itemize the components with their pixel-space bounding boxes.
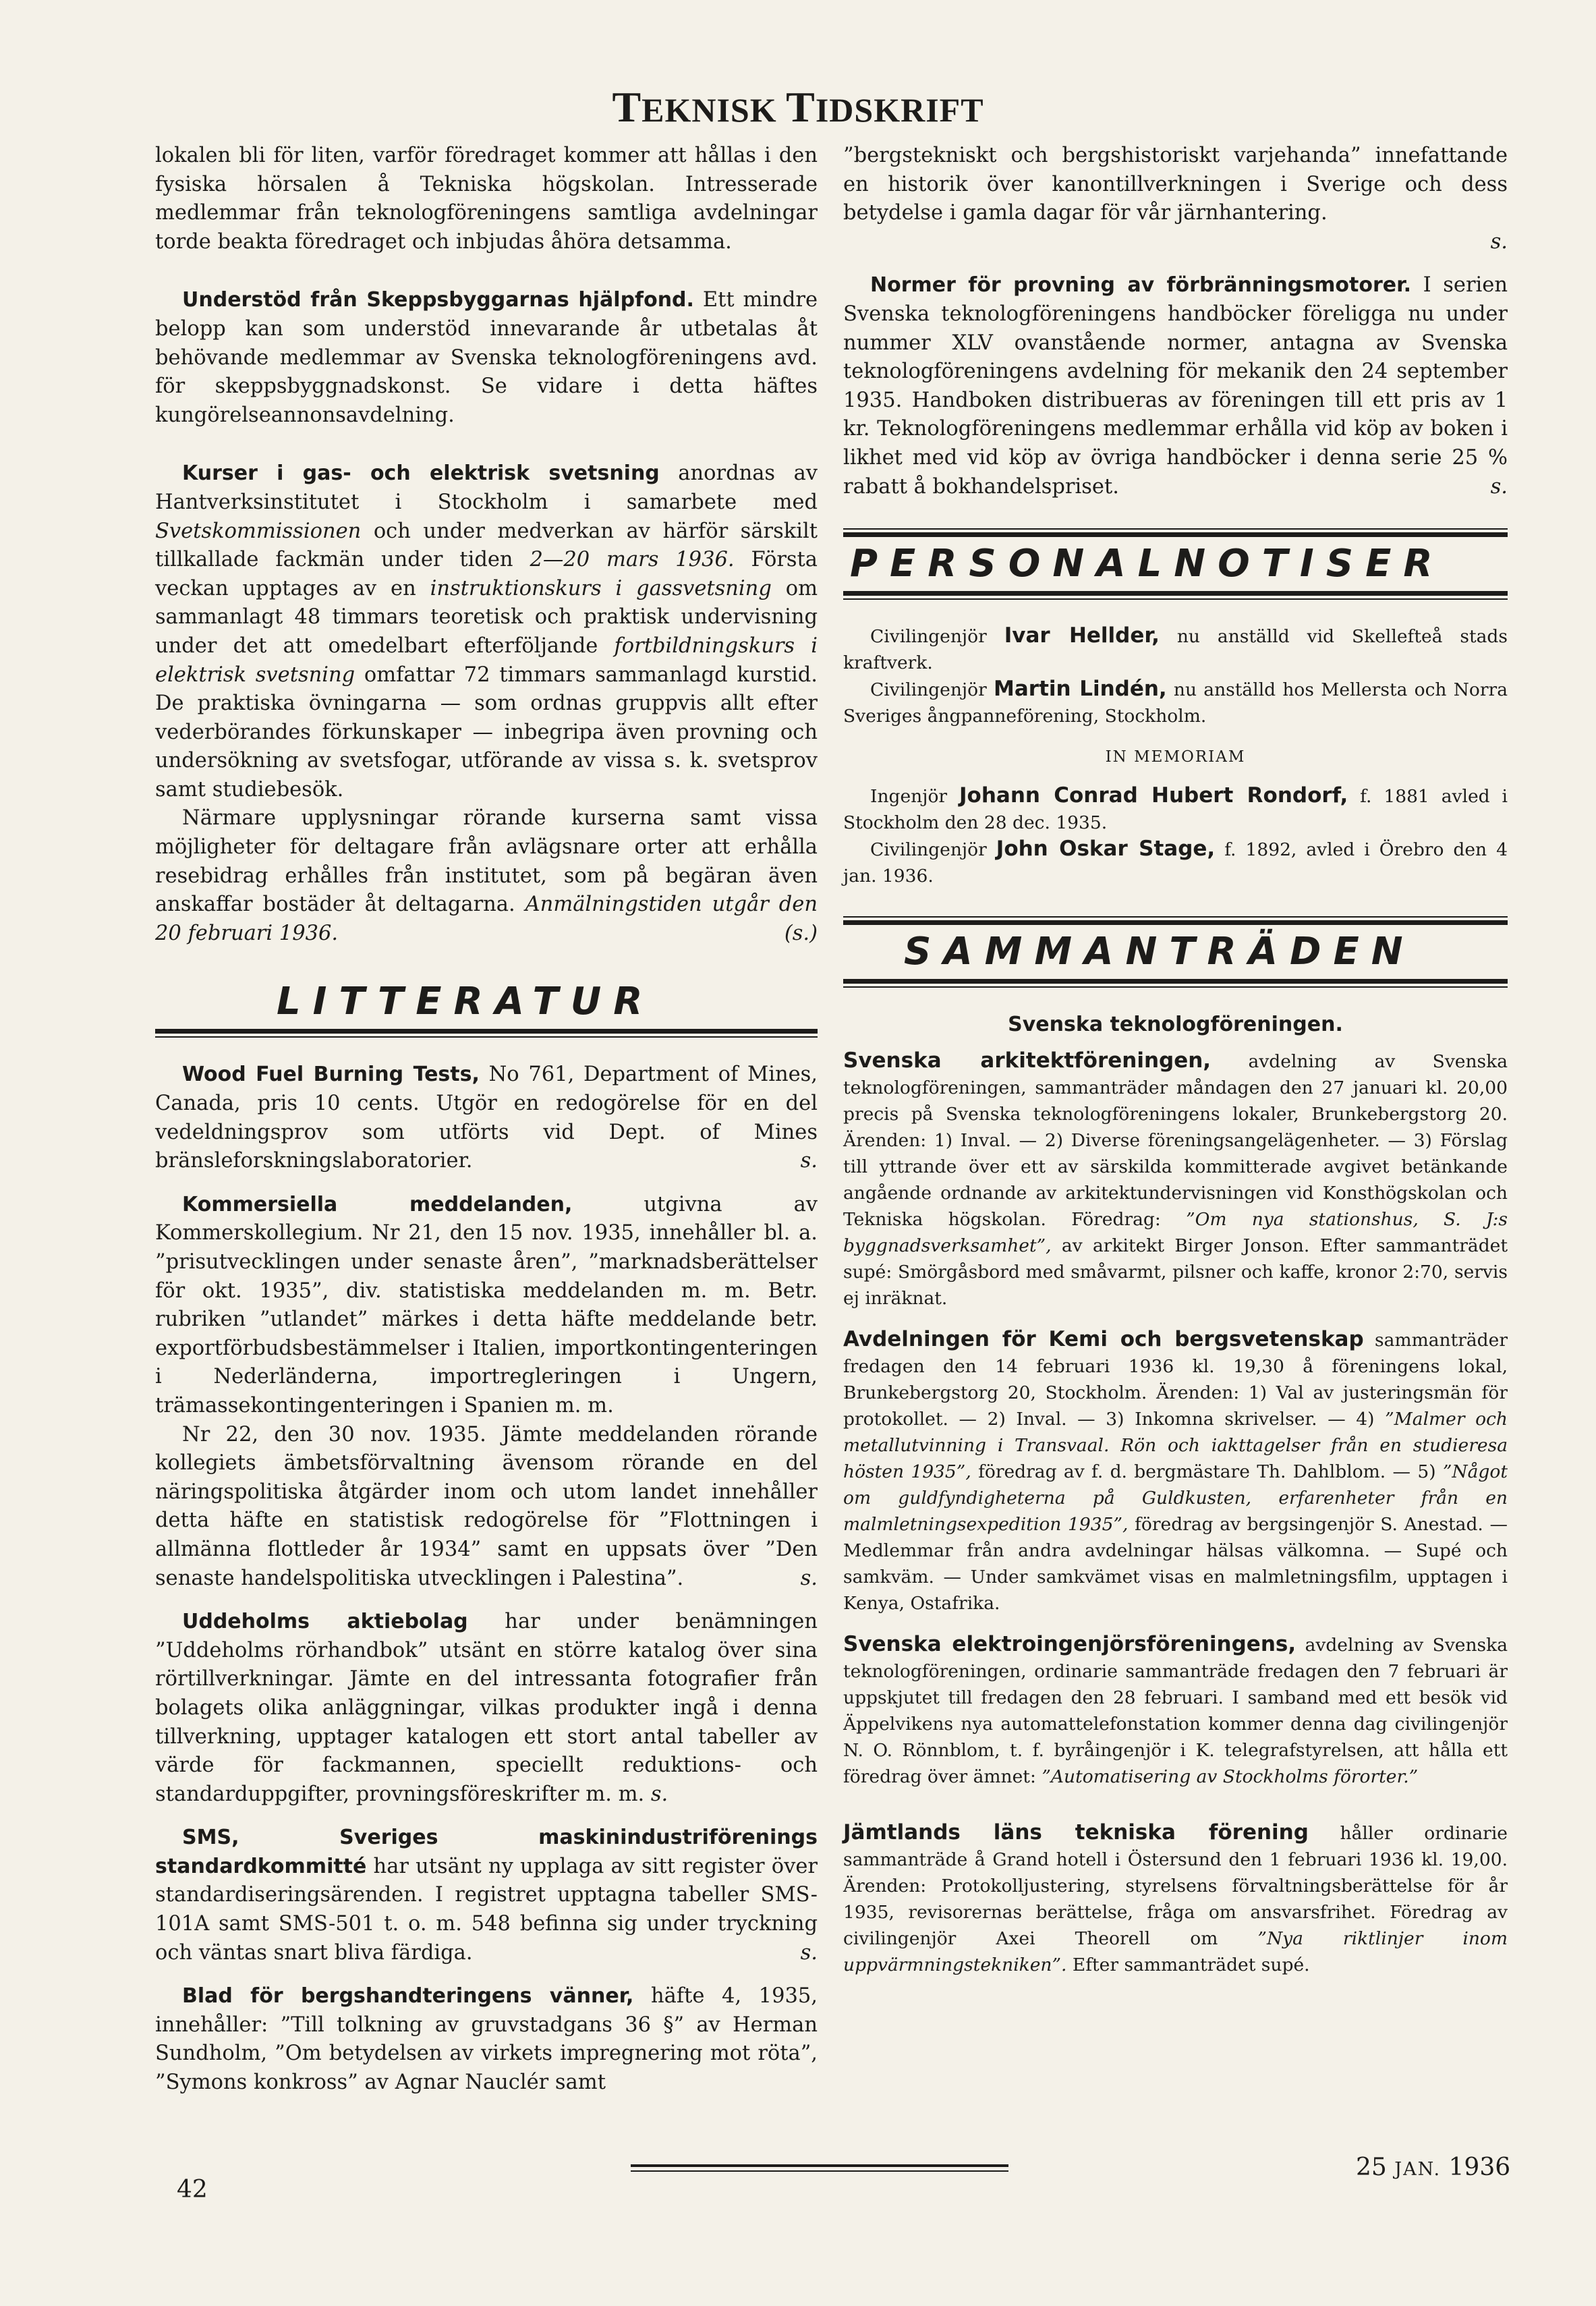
- divider: [155, 1029, 818, 1034]
- signature: s.: [1490, 474, 1508, 499]
- page-number: 42: [177, 2176, 208, 2203]
- signature: s.: [1490, 229, 1508, 254]
- divider: [843, 916, 1508, 918]
- personal-item: Civilingenjör Martin Lindén, nu anställd hos Mellersta och Norra Sveriges ångpanneförening, Stockholm.: [843, 677, 1508, 727]
- divider: [155, 1036, 818, 1038]
- divider: [843, 528, 1508, 530]
- left-column: [155, 142, 818, 2098]
- section-title: LITTERATUR: [277, 980, 655, 1024]
- article-heading: Kommersiella meddelanden,: [182, 1192, 573, 1216]
- article-normer: Normer för provning av förbränningsmotorer. I serien Svenska teknologföreningens handböcker föreligga nu under nummer XLV ovanstående normer, antagna av Svenska teknologföreningens avdelning för mekanik den 24 september 1935. Handboken distribueras av föreningen till ett pris av 1 kr. Teknologföreningens medlemmar erhålla vid köp av boken i likhet med vid köp av övriga handböcker i denna serie 25 % rabatt å bokhandelspriset. s.: [843, 271, 1508, 501]
- memoriam-heading: IN MEMORIAM: [1105, 748, 1246, 766]
- article-heading: Kurser i gas- och elektrisk svetsning: [182, 461, 660, 486]
- signature: s.: [650, 1782, 668, 1806]
- issue-date: 25 JAN. 1936: [1356, 2154, 1511, 2181]
- article-svetsning: Kurser i gas- och elektrisk svetsning anordnas av Hantverksinstitutet i Stockholm i samarbete med Svetskommissionen och under medverkan av härför särskilt tillkallade fackmän under tiden 2—20 mars 1936. Första veckan upptages av en instruktionskurs i gassvetsning om sammanlagt 48 timmars teoretisk och praktisk undervisning under det att omedelbart efterföljande fortbildningskurs i elektrisk svetsning omfattar 72 timmars sammanlagd kurstid. De praktiska övningarna — som ordnas gruppvis allt efter vederbörandes förkunskaper — inbegripa även provning och undersökning av svetsfogar, utförande av vissa s. k. svetsprov samt studiebesök.: [155, 461, 818, 802]
- article-heading: Uddeholms aktiebolag: [182, 1610, 468, 1634]
- article-heading: Normer för provning av förbränningsmotorer.: [870, 273, 1412, 298]
- intro-paragraph: lokalen bli för liten, varför föredraget kommer att hållas i den fysiska hörsalen å Tekniska högskolan. Intresserade medlemmar från teknologföreningens samtliga avdelningar torde beakta föredraget och inbjudas åhöra detsamma.: [155, 144, 818, 254]
- meetings-list: [843, 1048, 1508, 1978]
- section-personalnotiser: [843, 528, 1508, 600]
- section-litteratur: [155, 975, 818, 1038]
- divider: [843, 532, 1508, 537]
- meeting-kemi: Avdelningen för Kemi och bergsvetenskap sammanträder fredagen den 14 februari 1936 kl. 19,30 å föreningens lokal, Brunkebergstorg 20, Stockholm. Ärenden: 1) Val av justeringsmän för protokollet. — 2) Inval. — 3) Inkomna skrivelser. — 4) ”Malmer och metallutvinning i Transvaal. Rön och iakttagelser från en studieresa hösten 1935”, föredrag av f. d. bergmästare Th. Dahlblom. — 5) ”Något om guldfyndigheterna på Guldkusten, erfarenheter från en malmletningsexpedition 1935”, föredrag av bergsingenjör S. Anestad. — Medlemmar från andra avdelningar hälsas välkomna. — Supé och samkväm. — Under samkvämet visas en malmletningsfilm, upptagen i Kenya, Ostafrika.: [843, 1326, 1508, 1614]
- article-wood-fuel: Wood Fuel Burning Tests, No 761, Department of Mines, Canada, pris 10 cents. Utgör en redogörelse för en del vedeldningsprov som utförts vid Dept. of Mines bränsleforskningslaboratorier. s.: [155, 1061, 818, 1175]
- article-heading: SMS, Sveriges maskinindustriförenings standardkommitté: [155, 1826, 818, 1878]
- article-kommersiella-cont: Nr 22, den 30 nov. 1935. Jämte meddelanden rörande kollegiets ämbetsförvaltning ävensom rörande en del näringspolitiska åtgärder inom och utom landet innehåller detta häfte en statistisk redogörelse för ”Flottningen i allmänna flottleder år 1934” samt en uppsats över ”Den senaste handelspolitiska utvecklingen i Palestina”. s.: [155, 1421, 818, 1594]
- divider: [843, 986, 1508, 988]
- divider: [843, 591, 1508, 596]
- article-uddeholms: Uddeholms aktiebolag har under benämningen ”Uddeholms rörhandbok” utsänt en större katalog över sina rörtillverkningar. Jämte en del intressanta fotografier från bolagets olika anläggningar, vilkas produkter ingå i denna tillverkning, upptager katalogen ett stort antal tabeller av värde för fackmannen, speciellt reduktions- och standarduppgifter, provningsföreskrifter m. m. s.: [155, 1610, 818, 1806]
- footer-divider: [631, 2164, 1008, 2172]
- meeting-jamtland: Jämtlands läns tekniska förening håller ordinarie sammanträde å Grand hotell i Östersund den 1 februari 1936 kl. 19,00. Ärenden: Protokolljustering, styrelsens förvaltningsberättelse för år 1935, revisorernas berättelse, fråga om ansvarsfrihet. Föredrag av civilingenjör Axei Theorell om ”Nya riktlinjer inom uppvärmningstekniken”. Efter sammanträdet supé.: [843, 1820, 1508, 1975]
- article-heading: Wood Fuel Burning Tests,: [182, 1063, 480, 1087]
- divider: [843, 920, 1508, 925]
- signature: (s.): [784, 921, 818, 945]
- article-heading: Understöd från Skeppsbyggarnas hjälpfond.: [182, 288, 694, 312]
- divider: [843, 979, 1508, 984]
- meeting-elektro: Svenska elektroingenjörsföreningens, avdelning av Svenska teknologföreningen, ordinarie sammanträde fredagen den 7 februari är uppskjutet till fredagen den 28 februari. I samband med ett besök vid Äppelvikens nya automattelefonstation kommer denna dag civilingenjör N. O. Rönnblom, t. f. byråingenjör i K. telegrafstyrelsen, att hålla ett föredrag över ämnet: ”Automatisering av Stockholms förorter.”: [843, 1631, 1508, 1787]
- article-svetsning-cont: Närmare upplysningar rörande kurserna samt vissa möjligheter för deltagare från avlägsnare orter att erhålla resebidrag erhålles från institutet, som på begäran även anskaffar bostäder åt deltagarna. Anmälningstiden utgår den 20 februari 1936. (s.): [155, 804, 818, 948]
- section-title: PERSONALNOTISER: [850, 542, 1445, 586]
- article-skeppsbyggarnas: Understöd från Skeppsbyggarnas hjälpfond. Ett mindre belopp kan som understöd innevarande år utbetalas åt behövande medlemmar av Svenska teknologföreningens avd. för skeppsbyggnadskonst. Se vidare i detta häftes kungörelseannonsavdelning.: [155, 288, 818, 427]
- article-heading: Blad för bergshandteringens vänner,: [182, 1984, 634, 2008]
- signature: s.: [800, 1566, 818, 1590]
- personal-item: Civilingenjör Ivar Hellder, nu anställd vid Skellefteå stads kraftverk.: [843, 623, 1508, 674]
- signature: s.: [800, 1149, 818, 1173]
- memoriam-item: Ingenjör Johann Conrad Hubert Rondorf, f. 1881 avled i Stockholm den 28 dec. 1935.: [843, 783, 1508, 834]
- article-kommersiella: Kommersiella meddelanden, utgivna av Kommerskollegium. Nr 21, den 15 nov. 1935, innehåller bl. a. ”prisutvecklingen under senaste åren”, ”marknadsberättelser för okt. 1935”, div. statistiska meddelanden m. m. Betr. rubriken ”utlandet” märkes i detta häfte meddelande betr. exportförbudsbestämmelser i Italien, importkontingenteringen i Nederländerna, importregleringen i Ungern, trämassekontingenteringen i Spanien m. m.: [155, 1192, 818, 1417]
- section-title: SAMMANTRÄDEN: [904, 930, 1415, 974]
- right-column: [843, 142, 1508, 1978]
- personal-list: [843, 623, 1508, 889]
- article-blad: Blad för bergshandteringens vänner, häfte 4, 1935, innehåller: ”Till tolkning av gruvstadgans 36 §” av Herman Sundholm, ”Om betydelsen av virkets impregnering mot röta”, ”Symons konkross” av Agnar Nauclér samt: [155, 1984, 818, 2095]
- divider: [843, 598, 1508, 600]
- signature: s.: [800, 1940, 818, 1965]
- masthead-title: TEKNISK TIDSKRIFT: [612, 83, 984, 131]
- article-sms: SMS, Sveriges maskinindustriförenings standardkommitté har utsänt ny upplaga av sitt register över standardiseringsärenden. I registret upptagna tabeller SMS-101A samt SMS-501 t. o. m. 548 befinna sig under tryckning och väntas snart bliva färdiga. s.: [155, 1824, 818, 1967]
- meeting-arkitekt: Svenska arkitektföreningen, avdelning av Svenska teknologföreningen, sammanträder måndagen den 27 januari kl. 20,00 precis på Svenska teknologföreningens lokaler, Brunkebergstorg 20. Ärenden: 1) Inval. — 2) Diverse föreningsangelägenheter. — 3) Förslag till yttrande över ett av särskilda kommitterade avgivet betänkande angående ordnande av arkitektundervisningen vid Konsthögskolan och Tekniska högskolan. Föredrag: ”Om nya stationshus, S. J:s byggnadsverksamhet”, av arkitekt Birger Jonson. Efter sammanträdet supé: Smörgåsbord med småvarmt, pilsner och kaffe, kronor 2:70, servis ej inräknat.: [843, 1048, 1508, 1309]
- memoriam-item: Civilingenjör John Oskar Stage, f. 1892, avled i Örebro den 4 jan. 1936.: [843, 837, 1508, 887]
- intro-paragraph: ”bergstekniskt och bergshistoriskt varjehanda” innefattande en historik över kanontillverkningen i Sverige och dess betydelse i gamla dagar för vår järnhantering.: [843, 144, 1508, 225]
- section-sammantraden: [843, 916, 1508, 988]
- subsection-heading: Svenska teknologföreningen.: [1008, 1013, 1343, 1037]
